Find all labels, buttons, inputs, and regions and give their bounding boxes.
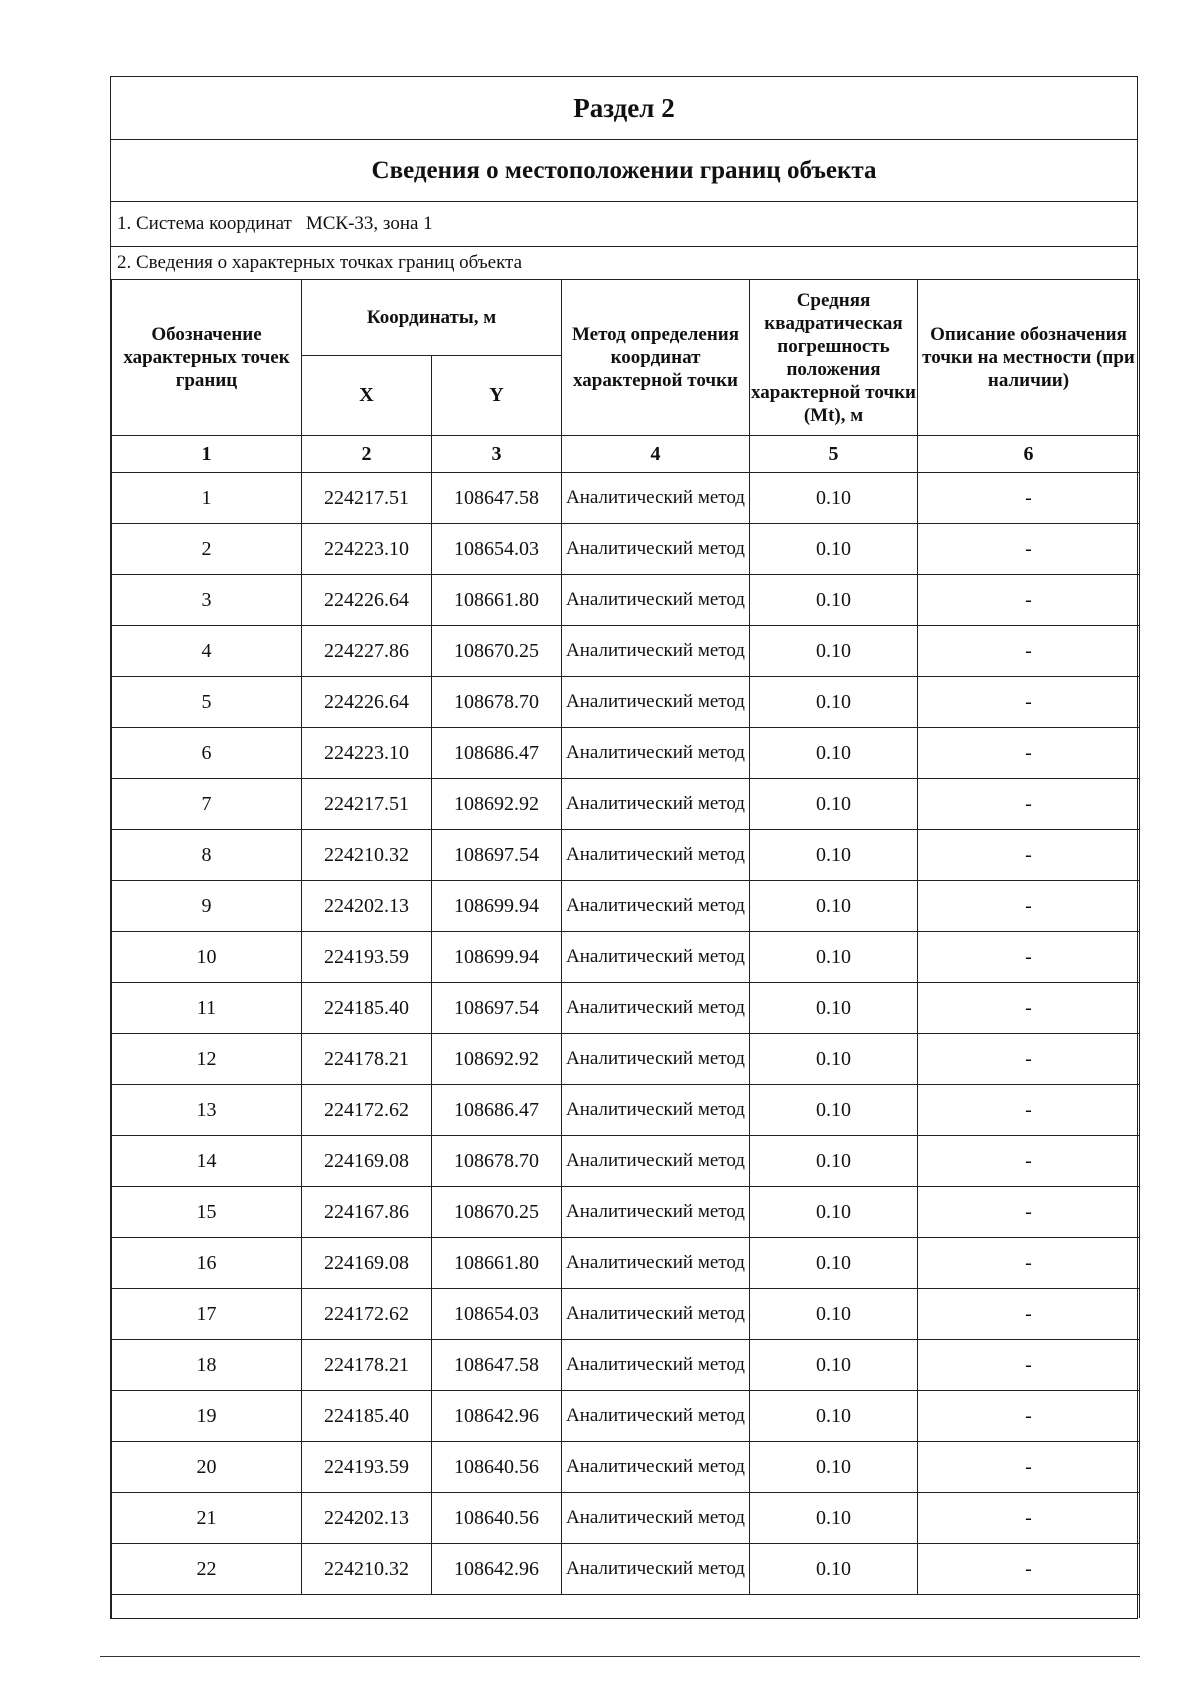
coord-system-label: 1. Система координат xyxy=(117,213,292,234)
table-row xyxy=(112,830,1140,881)
y-coordinate-cell: 108686.47 xyxy=(432,728,562,779)
method-cell: Аналитический метод xyxy=(562,728,750,779)
description-cell: - xyxy=(918,626,1140,677)
mean-error-cell: 0.10 xyxy=(750,1238,918,1289)
point-number-cell: 7 xyxy=(112,779,302,830)
point-number-cell: 2 xyxy=(112,524,302,575)
description-cell: - xyxy=(918,830,1140,881)
point-number-cell: 15 xyxy=(112,1187,302,1238)
y-coordinate-cell: 108642.96 xyxy=(432,1391,562,1442)
point-number-cell: 9 xyxy=(112,881,302,932)
section-frame xyxy=(110,76,1138,1619)
point-number-cell: 5 xyxy=(112,677,302,728)
table-row xyxy=(112,728,1140,779)
x-coordinate-cell: 224193.59 xyxy=(302,1442,432,1493)
mean-error-cell: 0.10 xyxy=(750,1493,918,1544)
table-row xyxy=(112,1238,1140,1289)
method-cell: Аналитический метод xyxy=(562,1391,750,1442)
table-row xyxy=(112,1187,1140,1238)
table-row xyxy=(112,1289,1140,1340)
method-cell: Аналитический метод xyxy=(562,1238,750,1289)
header-mean-error: Средняя квадратическая погрешность положения характерной точки (Mt), м xyxy=(750,280,918,436)
x-coordinate-cell: 224169.08 xyxy=(302,1136,432,1187)
point-number-cell: 17 xyxy=(112,1289,302,1340)
mean-error-cell: 0.10 xyxy=(750,983,918,1034)
x-coordinate-cell: 224210.32 xyxy=(302,1544,432,1595)
point-number-cell: 8 xyxy=(112,830,302,881)
description-cell: - xyxy=(918,1034,1140,1085)
description-cell: - xyxy=(918,1085,1140,1136)
point-number-cell: 22 xyxy=(112,1544,302,1595)
x-coordinate-cell: 224226.64 xyxy=(302,677,432,728)
method-cell: Аналитический метод xyxy=(562,932,750,983)
y-coordinate-cell: 108697.54 xyxy=(432,983,562,1034)
table-row xyxy=(112,881,1140,932)
x-coordinate-cell: 224178.21 xyxy=(302,1340,432,1391)
point-number-cell: 12 xyxy=(112,1034,302,1085)
table-row xyxy=(112,1391,1140,1442)
table-row xyxy=(112,473,1140,524)
mean-error-cell: 0.10 xyxy=(750,779,918,830)
description-cell: - xyxy=(918,728,1140,779)
mean-error-cell: 0.10 xyxy=(750,728,918,779)
point-number-cell: 10 xyxy=(112,932,302,983)
y-coordinate-cell: 108640.56 xyxy=(432,1442,562,1493)
mean-error-cell: 0.10 xyxy=(750,473,918,524)
y-coordinate-cell: 108654.03 xyxy=(432,1289,562,1340)
y-coordinate-cell: 108678.70 xyxy=(432,677,562,728)
description-cell: - xyxy=(918,575,1140,626)
table-tail-cell xyxy=(112,1595,1140,1619)
description-cell: - xyxy=(918,881,1140,932)
mean-error-cell: 0.10 xyxy=(750,1289,918,1340)
point-number-cell: 21 xyxy=(112,1493,302,1544)
description-cell: - xyxy=(918,983,1140,1034)
description-cell: - xyxy=(918,1238,1140,1289)
method-cell: Аналитический метод xyxy=(562,830,750,881)
method-cell: Аналитический метод xyxy=(562,1493,750,1544)
point-number-cell: 4 xyxy=(112,626,302,677)
description-cell: - xyxy=(918,1136,1140,1187)
mean-error-cell: 0.10 xyxy=(750,626,918,677)
y-coordinate-cell: 108647.58 xyxy=(432,1340,562,1391)
points-caption: 2. Сведения о характерных точках границ объекта xyxy=(117,252,523,273)
description-cell: - xyxy=(918,473,1140,524)
y-coordinate-cell: 108640.56 xyxy=(432,1493,562,1544)
x-coordinate-cell: 224178.21 xyxy=(302,1034,432,1085)
mean-error-cell: 0.10 xyxy=(750,881,918,932)
y-coordinate-cell: 108692.92 xyxy=(432,779,562,830)
method-cell: Аналитический метод xyxy=(562,1544,750,1595)
table-row xyxy=(112,1493,1140,1544)
method-cell: Аналитический метод xyxy=(562,575,750,626)
method-cell: Аналитический метод xyxy=(562,983,750,1034)
section-title: Раздел 2 xyxy=(111,77,1137,140)
header-y: Y xyxy=(432,356,562,436)
method-cell: Аналитический метод xyxy=(562,473,750,524)
x-coordinate-cell: 224223.10 xyxy=(302,728,432,779)
y-coordinate-cell: 108661.80 xyxy=(432,1238,562,1289)
method-cell: Аналитический метод xyxy=(562,1442,750,1493)
column-number: 3 xyxy=(432,436,562,473)
table-row xyxy=(112,1442,1140,1493)
description-cell: - xyxy=(918,524,1140,575)
x-coordinate-cell: 224217.51 xyxy=(302,473,432,524)
x-coordinate-cell: 224217.51 xyxy=(302,779,432,830)
description-cell: - xyxy=(918,1187,1140,1238)
column-number: 4 xyxy=(562,436,750,473)
point-number-cell: 3 xyxy=(112,575,302,626)
description-cell: - xyxy=(918,932,1140,983)
mean-error-cell: 0.10 xyxy=(750,1391,918,1442)
y-coordinate-cell: 108699.94 xyxy=(432,881,562,932)
description-cell: - xyxy=(918,1544,1140,1595)
method-cell: Аналитический метод xyxy=(562,1085,750,1136)
table-row xyxy=(112,779,1140,830)
method-cell: Аналитический метод xyxy=(562,1289,750,1340)
table-row xyxy=(112,932,1140,983)
point-number-cell: 14 xyxy=(112,1136,302,1187)
table-tail-row xyxy=(112,1595,1140,1619)
description-cell: - xyxy=(918,1391,1140,1442)
description-cell: - xyxy=(918,1340,1140,1391)
mean-error-cell: 0.10 xyxy=(750,932,918,983)
method-cell: Аналитический метод xyxy=(562,779,750,830)
table-row xyxy=(112,626,1140,677)
y-coordinate-cell: 108678.70 xyxy=(432,1136,562,1187)
x-coordinate-cell: 224185.40 xyxy=(302,1391,432,1442)
point-number-cell: 11 xyxy=(112,983,302,1034)
mean-error-cell: 0.10 xyxy=(750,1340,918,1391)
x-coordinate-cell: 224172.62 xyxy=(302,1085,432,1136)
y-coordinate-cell: 108692.92 xyxy=(432,1034,562,1085)
mean-error-cell: 0.10 xyxy=(750,1034,918,1085)
method-cell: Аналитический метод xyxy=(562,1187,750,1238)
x-coordinate-cell: 224202.13 xyxy=(302,1493,432,1544)
mean-error-cell: 0.10 xyxy=(750,677,918,728)
mean-error-cell: 0.10 xyxy=(750,1085,918,1136)
table-row xyxy=(112,1085,1140,1136)
mean-error-cell: 0.10 xyxy=(750,1442,918,1493)
description-cell: - xyxy=(918,1289,1140,1340)
header-x: X xyxy=(302,356,432,436)
coord-system-value: МСК-33, зона 1 xyxy=(305,213,433,234)
section-subtitle: Сведения о местоположении границ объекта xyxy=(111,140,1137,202)
y-coordinate-cell: 108686.47 xyxy=(432,1085,562,1136)
bottom-rule xyxy=(100,1656,1140,1657)
x-coordinate-cell: 224202.13 xyxy=(302,881,432,932)
coord-system-line xyxy=(111,202,1137,247)
point-number-cell: 19 xyxy=(112,1391,302,1442)
column-number: 6 xyxy=(918,436,1140,473)
point-number-cell: 1 xyxy=(112,473,302,524)
column-number: 1 xyxy=(112,436,302,473)
x-coordinate-cell: 224193.59 xyxy=(302,932,432,983)
table-row xyxy=(112,677,1140,728)
mean-error-cell: 0.10 xyxy=(750,575,918,626)
table-row xyxy=(112,1544,1140,1595)
header-description: Описание обозначения точки на местности (при наличии) xyxy=(918,280,1140,436)
point-number-cell: 20 xyxy=(112,1442,302,1493)
header-method: Метод определения координат характерной точки xyxy=(562,280,750,436)
point-number-cell: 13 xyxy=(112,1085,302,1136)
mean-error-cell: 0.10 xyxy=(750,1187,918,1238)
column-number: 2 xyxy=(302,436,432,473)
points-table-body xyxy=(112,473,1140,1595)
method-cell: Аналитический метод xyxy=(562,1340,750,1391)
description-cell: - xyxy=(918,779,1140,830)
points-table xyxy=(111,279,1140,1618)
table-row xyxy=(112,1034,1140,1085)
mean-error-cell: 0.10 xyxy=(750,830,918,881)
description-cell: - xyxy=(918,1493,1140,1544)
table-row xyxy=(112,575,1140,626)
header-point-designation: Обозначение характерных точек границ xyxy=(112,280,302,436)
y-coordinate-cell: 108661.80 xyxy=(432,575,562,626)
x-coordinate-cell: 224172.62 xyxy=(302,1289,432,1340)
x-coordinate-cell: 224223.10 xyxy=(302,524,432,575)
x-coordinate-cell: 224167.86 xyxy=(302,1187,432,1238)
table-row xyxy=(112,1340,1140,1391)
x-coordinate-cell: 224169.08 xyxy=(302,1238,432,1289)
method-cell: Аналитический метод xyxy=(562,524,750,575)
y-coordinate-cell: 108699.94 xyxy=(432,932,562,983)
y-coordinate-cell: 108697.54 xyxy=(432,830,562,881)
y-coordinate-cell: 108647.58 xyxy=(432,473,562,524)
table-row xyxy=(112,524,1140,575)
y-coordinate-cell: 108670.25 xyxy=(432,1187,562,1238)
point-number-cell: 16 xyxy=(112,1238,302,1289)
method-cell: Аналитический метод xyxy=(562,626,750,677)
y-coordinate-cell: 108670.25 xyxy=(432,626,562,677)
method-cell: Аналитический метод xyxy=(562,1034,750,1085)
mean-error-cell: 0.10 xyxy=(750,1544,918,1595)
method-cell: Аналитический метод xyxy=(562,881,750,932)
point-number-cell: 6 xyxy=(112,728,302,779)
x-coordinate-cell: 224227.86 xyxy=(302,626,432,677)
x-coordinate-cell: 224185.40 xyxy=(302,983,432,1034)
column-number: 5 xyxy=(750,436,918,473)
description-cell: - xyxy=(918,677,1140,728)
header-coordinates: Координаты, м xyxy=(302,280,562,356)
point-number-cell: 18 xyxy=(112,1340,302,1391)
x-coordinate-cell: 224226.64 xyxy=(302,575,432,626)
mean-error-cell: 0.10 xyxy=(750,524,918,575)
y-coordinate-cell: 108654.03 xyxy=(432,524,562,575)
y-coordinate-cell: 108642.96 xyxy=(432,1544,562,1595)
description-cell: - xyxy=(918,1442,1140,1493)
method-cell: Аналитический метод xyxy=(562,677,750,728)
method-cell: Аналитический метод xyxy=(562,1136,750,1187)
table-row xyxy=(112,1136,1140,1187)
x-coordinate-cell: 224210.32 xyxy=(302,830,432,881)
mean-error-cell: 0.10 xyxy=(750,1136,918,1187)
table-row xyxy=(112,983,1140,1034)
